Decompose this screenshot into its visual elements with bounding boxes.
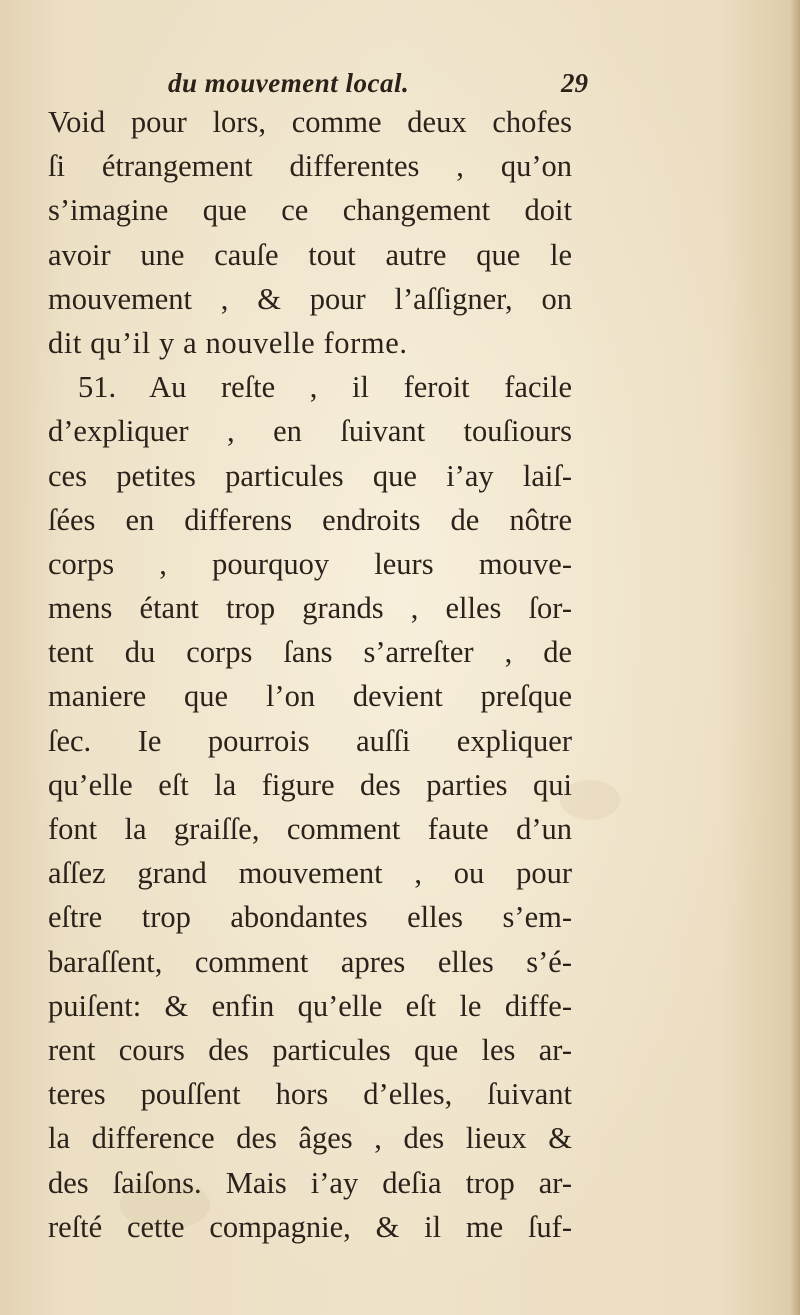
- text-line: avoir une cauſe tout autre que le: [48, 237, 572, 272]
- text-line: Void pour lors, comme deux chofes: [48, 105, 572, 139]
- text-line: tent du corps ſans s’arreſter , de: [48, 635, 572, 670]
- running-title: du mouvement local.: [168, 68, 410, 98]
- page-edge-shadow: [790, 0, 800, 1315]
- text-line: font la graiſſe, comment faute d’un: [48, 812, 572, 846]
- text-line: maniere que l’on devient preſque: [48, 679, 572, 714]
- text-line: aſſez grand mouvement , ou pour: [48, 856, 572, 891]
- text-line: s’imagine que ce changement doit: [48, 193, 572, 228]
- page-number: 29: [561, 68, 588, 98]
- text-line: qu’elle eſt la figure des parties qui: [48, 767, 572, 802]
- text-line: ſi étrangement differentes , qu’on: [48, 149, 572, 184]
- text-line: dit qu’il y a nouvelle forme.: [48, 325, 408, 360]
- text-line: teres pouſſent hors d’elles, ſuivant: [48, 1077, 572, 1112]
- text-line: ſec. Ie pourrois auſſi expliquer: [48, 723, 572, 758]
- text-line: ces petites particules que i’ay laiſ-: [48, 458, 572, 493]
- text-line: rent cours des particules que les ar-: [48, 1032, 572, 1067]
- text-line: des ſaiſons. Mais i’ay deſia trop ar-: [48, 1165, 572, 1200]
- text-line: mens étant trop grands , elles ſor-: [48, 591, 572, 626]
- text-line: corps , pourquoy leurs mouve-: [48, 546, 572, 581]
- text-line: 51. Au reſte , il feroit facile: [78, 370, 572, 405]
- text-line: puiſent: & enfin qu’elle eſt le diffe-: [48, 988, 572, 1023]
- text-line: reſté cette compagnie, & il me ſuf-: [48, 1209, 572, 1244]
- text-line: d’expliquer , en ſuivant touſiours: [48, 414, 572, 449]
- text-line: mouvement , & pour l’aſſigner, on: [48, 281, 572, 316]
- text-line: ſées en differens endroits de nôtre: [48, 502, 572, 537]
- body-text: [48, 100, 572, 1249]
- text-line: baraſſent, comment apres elles s’é-: [48, 944, 572, 979]
- text-line: eſtre trop abondantes elles s’em-: [48, 900, 572, 935]
- text-line: la difference des âges , des lieux &: [48, 1121, 572, 1156]
